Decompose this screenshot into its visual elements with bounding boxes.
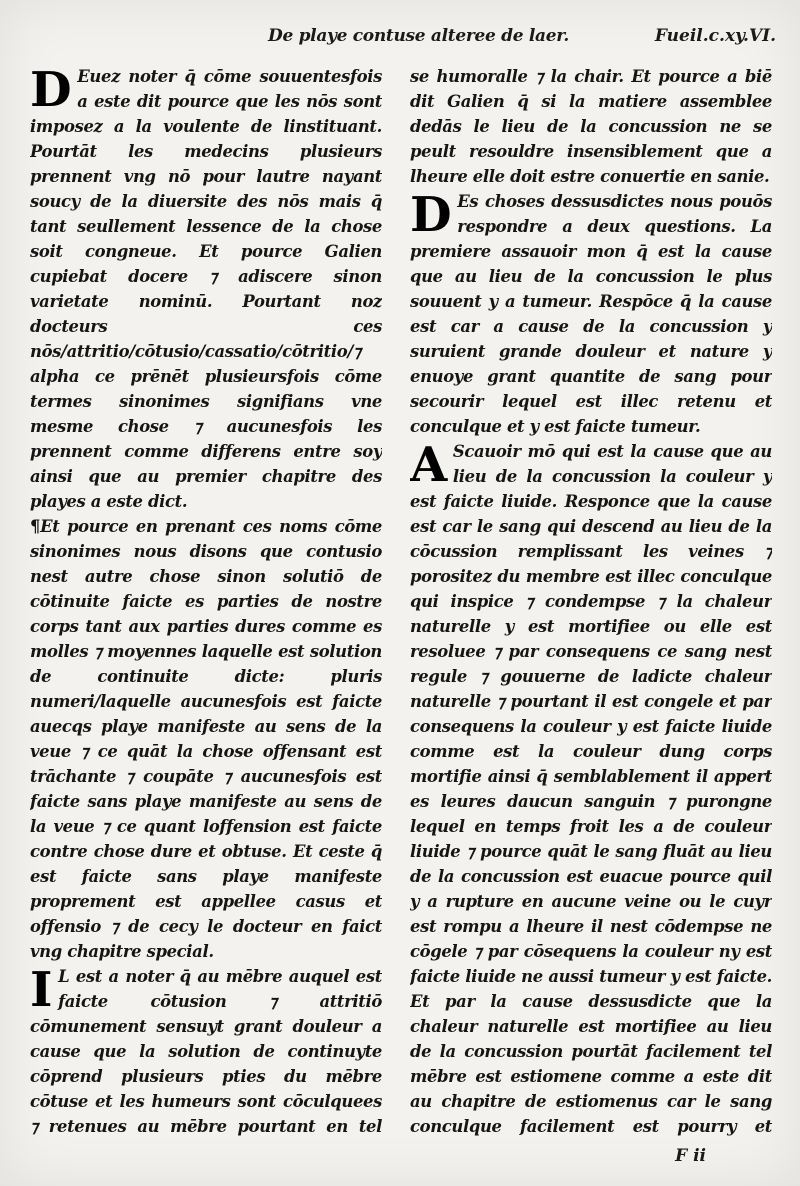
paragraph-mark: ¶ <box>30 517 41 536</box>
paragraph <box>410 189 772 439</box>
running-title: De playe contuse alteree de laer. <box>268 26 569 46</box>
paragraph <box>410 64 772 189</box>
paragraph-text: Et pource en prenant ces noms cōme sinonimes nous disons que contusio nest autre chose sinon solutiō de cōtinuite faicte es parties de nostre corps tant aux parties dures comme es molles ⁊ moyennes laquelle est solution de continuite dicte: pluris numeri/laquelle aucunesfois est faicte auecqs playe manifeste au sens de la veue ⁊ ce quāt la chose offensant est trāchante ⁊ coupāte ⁊ aucunesfois est faicte sans playe manifeste au sens de la veue ⁊ ce quant loffension est faicte contre chose dure et obtuse. Et ceste q̄ est faicte sans playe manifeste proprement est appellee casus et offensio ⁊ de cecy le docteur en faict vng chapitre special. <box>30 517 382 961</box>
paragraph-text: Es choses dessusdictes nous pouōs respondre a deux questions. La premiere assauoir mon q̄ est la cause que au lieu de la concussion le plus souuent y a tumeur. Respōce q̄ la cause est car a cause de la concussion y suruient grande douleur et nature y enuoye grant quantite de sang pour secourir lequel est illec retenu et conculque et y est faicte tumeur. <box>410 192 772 436</box>
signature-mark: F ii <box>675 1146 706 1166</box>
folio-number: Fueil.c.xy.VI. <box>654 26 776 46</box>
drop-initial: A <box>410 437 447 493</box>
paragraph-text: se humoralle ⁊ la chair. Et pource a biē dit Galien q̄ si la matiere assemblee dedās le lieu de la concussion ne se peult resouldre insensiblement que a lheure elle doit estre conuertie en sanie. <box>410 67 772 186</box>
paragraph-text: L est a noter q̄ au mēbre auquel est faicte cōtusion ⁊ attritiō cōmunement sensuyt grant douleur a cause que la solution de continuyte cōprend plusieurs pties du mēbre cōtuse et les humeurs sont cōculquees ⁊ retenues au mēbre pourtant en tel <box>30 967 382 1136</box>
left-column <box>30 64 382 1136</box>
drop-initial: I <box>30 962 53 1018</box>
paragraph <box>30 64 382 514</box>
drop-initial: D <box>410 187 452 243</box>
paragraph <box>410 439 772 1136</box>
running-head <box>268 26 776 54</box>
paragraph <box>30 964 382 1136</box>
paragraph-text: Euez noter q̄ cōme souuentesfois a este dit pource que les nōs sont imposez a la voulente de linstituant. Pourtāt les medecins plusieurs prennent vng nō pour lautre nayant soucy de la diuersite des nōs mais q̄ tant seullement lessence de la chose soit congneue. Et pource Galien cupiebat docere ⁊ adiscere sinon varietate nominū. Pourtant noz docteurs ces nōs/attritio/cōtusio/cassatio/cōtritio/⁊ alpha ce prēnēt plusieursfois cōme termes sinonimes signifians vne mesme chose ⁊ aucunesfois les prennent comme differens entre soy ainsi que au premier chapitre des playes a este dict. <box>30 67 382 511</box>
drop-initial: D <box>30 64 72 118</box>
right-column <box>410 64 772 1136</box>
paragraph <box>30 514 382 964</box>
paragraph-text: Scauoir mō qui est la cause que au lieu de la concussion la couleur y est faicte liuide. Responce que la cause est car le sang qui descend au lieu de la cōcussion remplissant les veines ⁊ porositez du membre est illec conculque qui inspice ⁊ condempse ⁊ la chaleur naturelle y est mortifiee ou elle est resoluee ⁊ par consequens ce sang nest regule ⁊ gouuerne de ladicte chaleur naturelle ⁊ pourtant il est congele et par consequens la couleur y est faicte liuide comme est la couleur dung corps mortifie ainsi q̄ semblablement il appert es leures daucun sanguin ⁊ purongne lequel en temps froit les a de couleur liuide ⁊ pource quāt le sang fluāt au lieu de la concussion est euacue pource quil y a rupture en aucune veine ou le cuyr est rompu a lheure il nest cōdempse ne cōgele ⁊ par cōsequens la couleur ny est faicte liuide ne aussi tumeur y est faicte. Et par la cause dessusdicte que la chaleur naturelle est mortifiee au lieu de la concussion pourtāt facilement tel mēbre est estiomene comme a este dit au chapitre de estiomenus car le sang conculque facilement est pourry et <box>410 442 772 1136</box>
